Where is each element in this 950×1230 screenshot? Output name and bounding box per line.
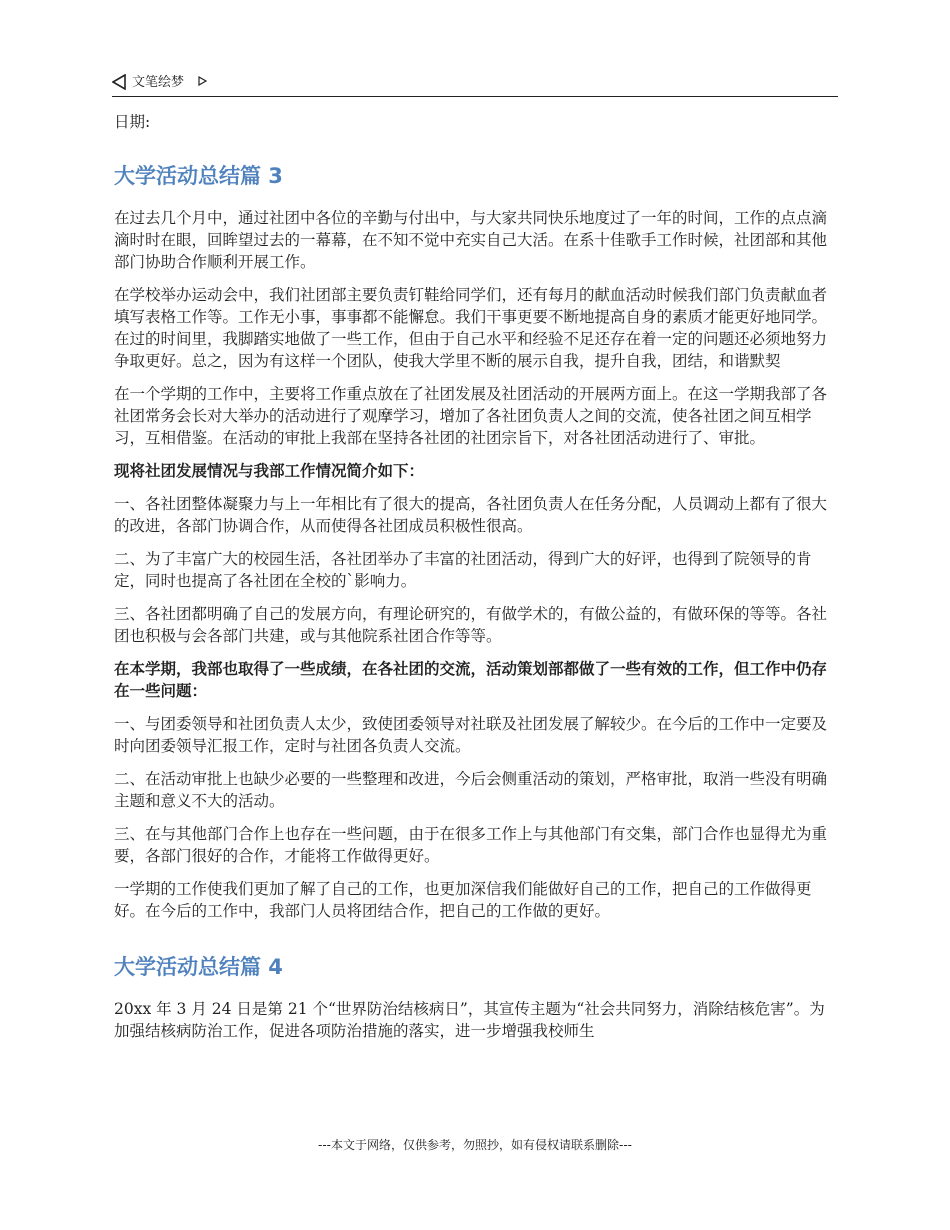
- section-4-title: 大学活动总结篇 4: [114, 955, 283, 979]
- page-footer: ---本文于网络，仅供参考，勿照抄，如有侵权请联系删除---: [318, 1138, 632, 1152]
- section-3-bold-heading: 在本学期，我部也取得了一些成绩，在各社团的交流，活动策划部都做了一些有效的工作，但工作中仍存在一些问题：: [114, 660, 828, 700]
- section-3-paragraph: 在学校举办运动会中，我们社团部主要负责钉鞋给同学们，还有每月的献血活动时候我们部门负责献血者填写表格工作等。工作无小事，事事都不能懈怠。我们干事更要不断地提高自身的素质才能更好地同学。在过的时间里，我脚踏实地做了一些工作，但由于自己水平和经验不足还存在着一定的问题还必须地努力争取更好。总之，因为有这样一个团队，使我大学里不断的展示自我，提升自我，团结，和谐默契: [114, 286, 828, 370]
- section-3-paragraph: 二、为了丰富广大的校园生活，各社团举办了丰富的社团活动，得到广大的好评，也得到了院领导的肯定，同时也提高了各社团在全校的`影响力。: [114, 550, 812, 590]
- section-3-paragraph: 三、在与其他部门合作上也存在一些问题，由于在很多工作上与其他部门有交集，部门合作也显得尤为重要，各部门很好的合作，才能将工作做得更好。: [114, 825, 828, 865]
- section-3-paragraph: 一、与团委领导和社团负责人太少，致使团委领导对社联及社团发展了解较少。在今后的工作中一定要及时向团委领导汇报工作，定时与社团各负责人交流。: [114, 715, 828, 755]
- section-3-paragraph: 一学期的工作使我们更加了解了自己的工作，也更加深信我们能做好自己的工作，把自己的工作做得更好。在今后的工作中，我部门人员将团结合作，把自己的工作做的更好。: [114, 880, 812, 920]
- section-3-paragraph: 在过去几个月中，通过社团中各位的辛勤与付出中，与大家共同快乐地度过了一年的时间，工作的点点滴滴时时在眼，回眸望过去的一幕幕，在不知不觉中充实自己大活。在系十佳歌手工作时候，社团部和其他部门协助合作顺利开展工作。: [114, 209, 828, 271]
- date-label: 日期:: [114, 113, 151, 131]
- section-3-paragraph: 三、各社团都明确了自己的发展方向，有理论研究的，有做学术的，有做公益的，有做环保的等等。各社团也积极与会各部门共建，或与其他院系社团合作等等。: [114, 605, 828, 645]
- document-body: [114, 111, 840, 1053]
- page-header: [112, 72, 838, 97]
- triangle-right-icon: [198, 76, 207, 86]
- section-3-paragraph: 二、在活动审批上也缺少必要的一些整理和改进，今后会侧重活动的策划，严格审批，取消一些没有明确主题和意义不大的活动。: [114, 770, 828, 810]
- section-3-paragraph: 在一个学期的工作中，主要将工作重点放在了社团发展及社团活动的开展两方面上。在这一学期我部了各社团常务会长对大举办的活动进行了观摩学习，增加了各社团负责人之间的交流，使各社团之间互相学习，互相借鉴。在活动的审批上我部在坚持各社团的社团宗旨下，对各社团活动进行了、审批。: [114, 385, 828, 447]
- header-brand: 文笔绘梦: [132, 75, 185, 90]
- section-3-paragraph: 一、各社团整体凝聚力与上一年相比有了很大的提高，各社团负责人在任务分配，人员调动上都有了很大的改进，各部门协调合作，从而使得各社团成员积极性很高。: [114, 495, 828, 535]
- section-4-paragraph: 20xx 年 3 月 24 日是第 21 个“世界防治结核病日”，其宣传主题为“社会共同努力，消除结核危害”。为加强结核病防治工作，促进各项防治措施的落实，进一步增强我校师生: [114, 1000, 825, 1040]
- triangle-left-icon: [112, 74, 126, 90]
- section-3-title: 大学活动总结篇 3: [114, 164, 283, 188]
- section-3-bold-heading: 现将社团发展情况与我部工作情况简介如下：: [114, 462, 425, 480]
